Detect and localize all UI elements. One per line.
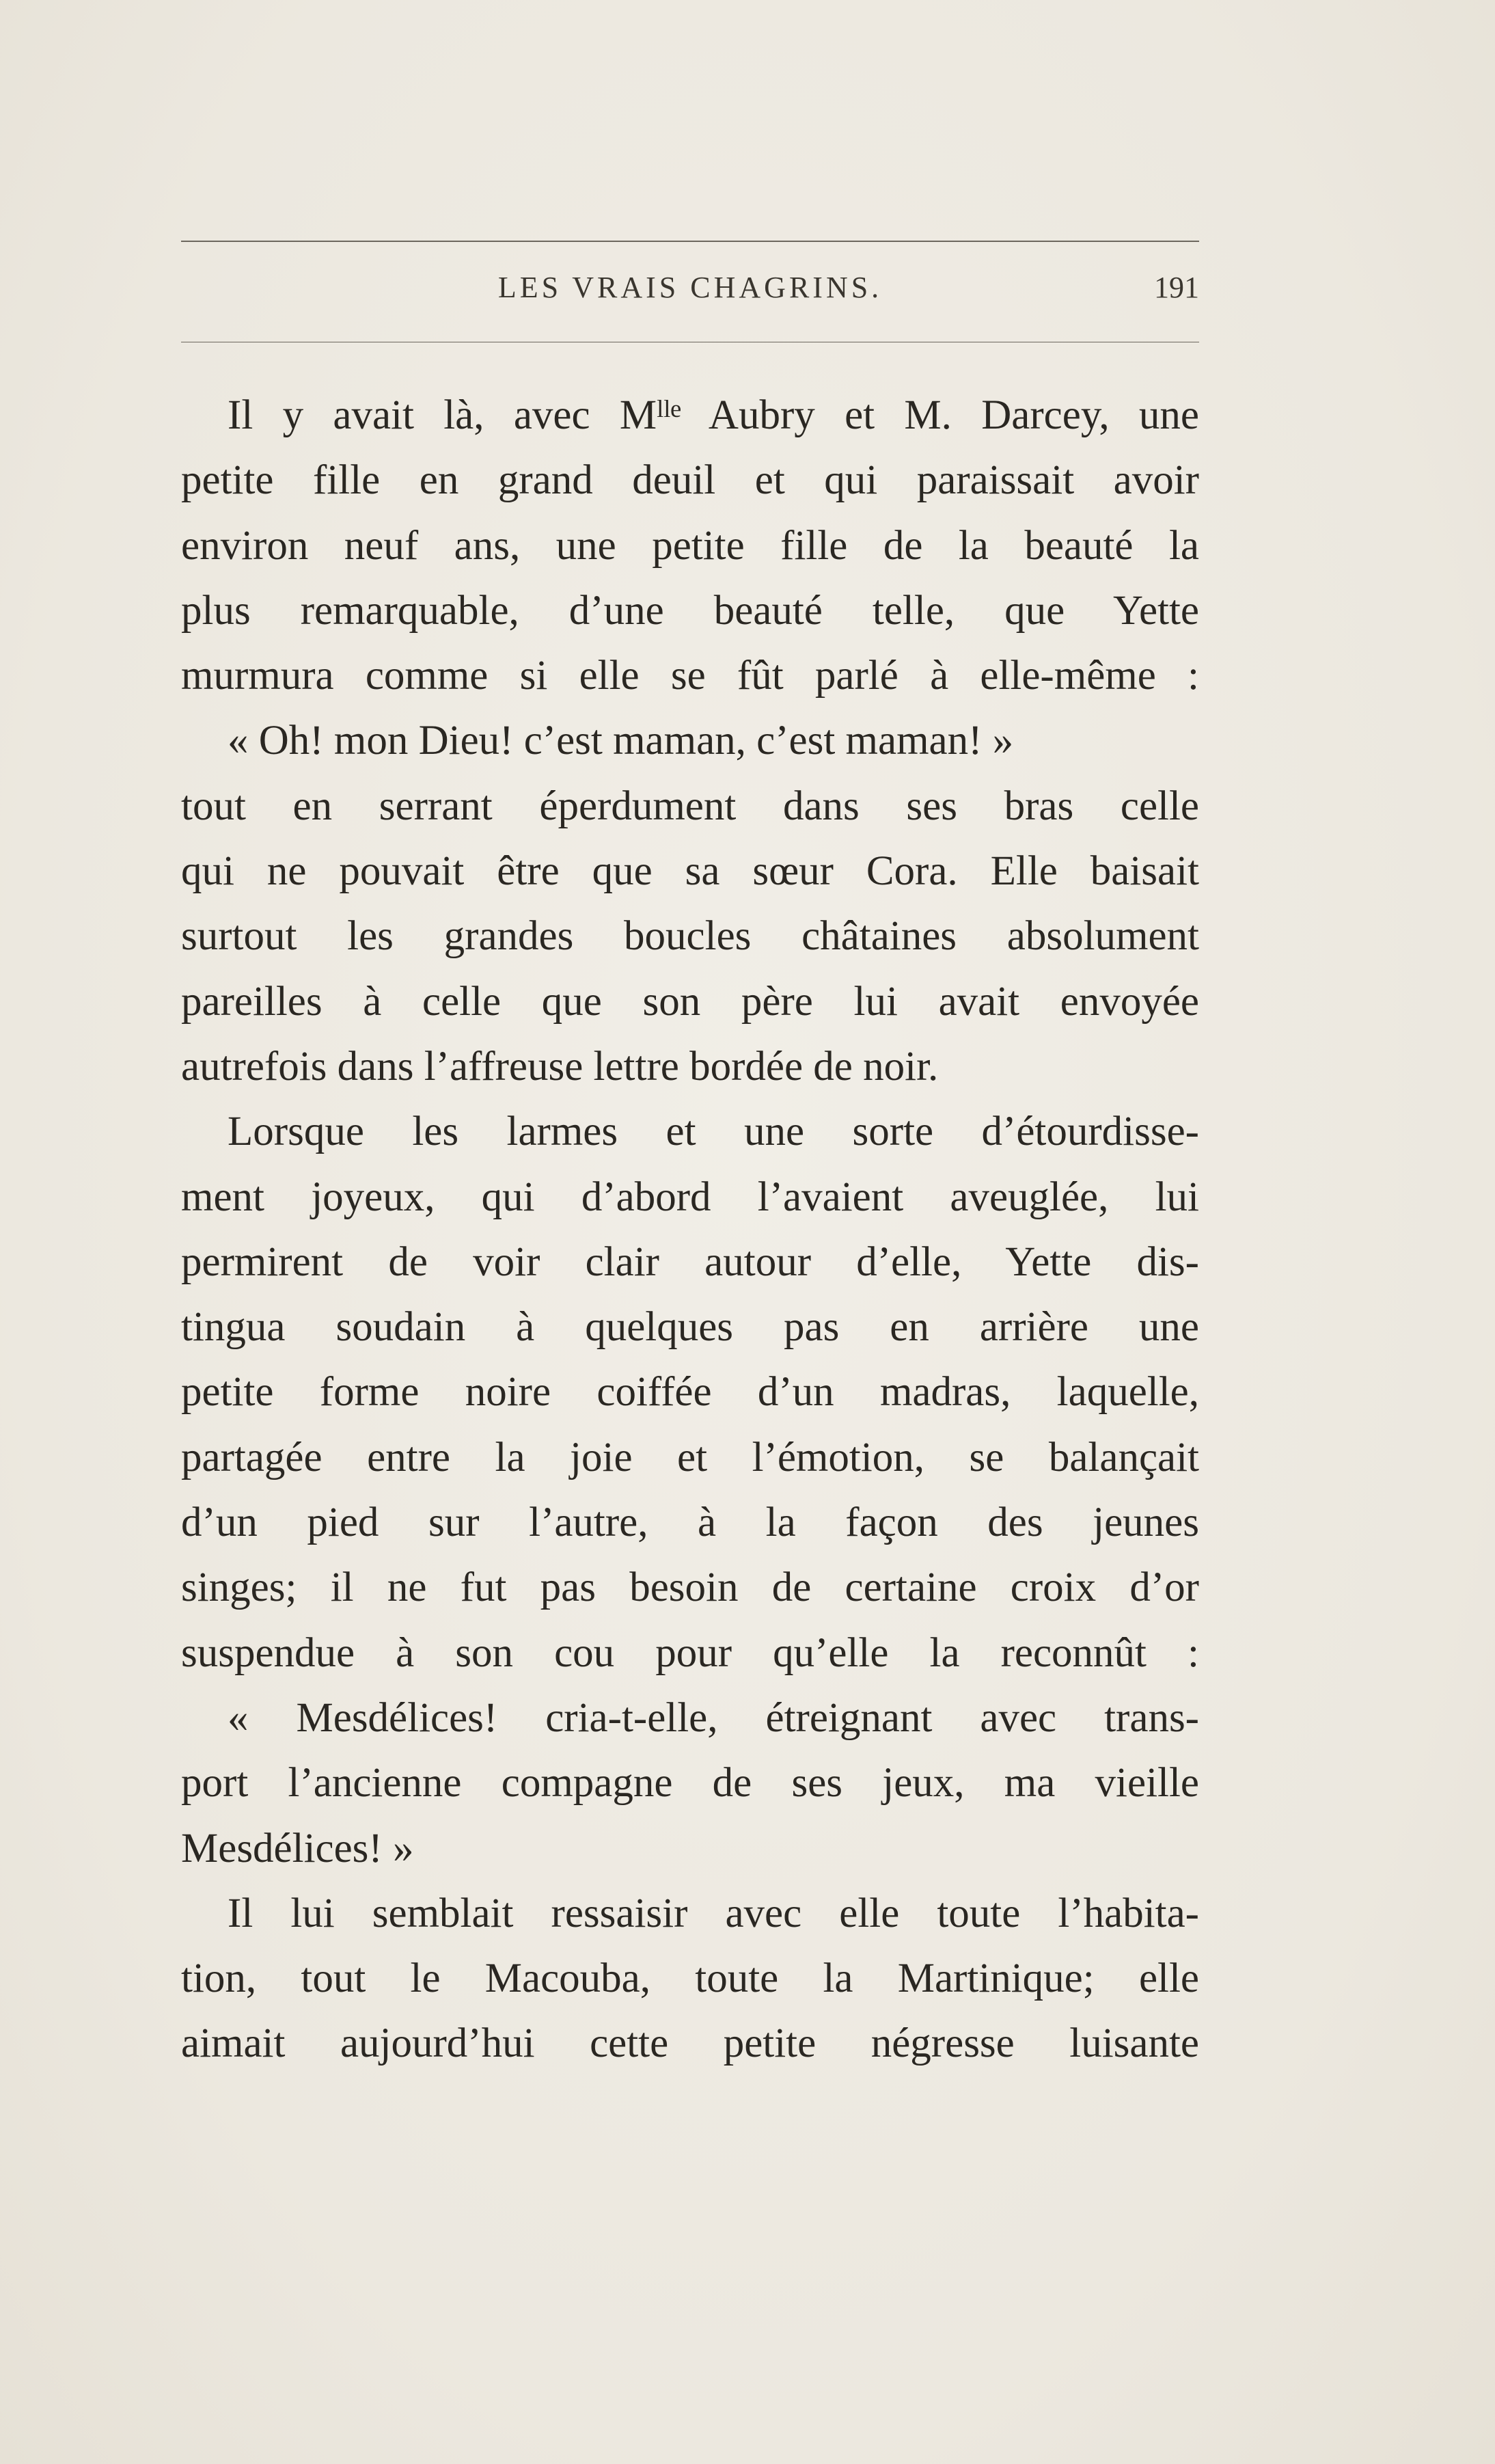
- text-line: port l’ancienne compagne de ses jeux, ma vieille: [181, 1760, 1199, 1806]
- text-line: « Mesdélices! cria-t-elle, étreignant avec trans-: [228, 1694, 1199, 1741]
- text-line: petite fille en grand deuil et qui paraissait avoir: [181, 457, 1199, 504]
- text-line: « Oh! mon Dieu! c’est maman, c’est maman! »: [228, 718, 1014, 764]
- text-line: Il y avait là, avec Mˡˡᵉ Aubry et M. Darcey, une: [228, 392, 1199, 438]
- text-line: murmura comme si elle se fût parlé à elle-même :: [181, 653, 1199, 699]
- text-line: Il lui semblait ressaisir avec elle toute l’habita-: [228, 1890, 1199, 1936]
- text-line: ment joyeux, qui d’abord l’avaient aveuglée, lui: [181, 1174, 1199, 1220]
- text-line: singes; il ne fut pas besoin de certaine croix d’or: [181, 1565, 1199, 1611]
- text-line: autrefois dans l’affreuse lettre bordée de noir.: [181, 1043, 939, 1089]
- text-line: pareilles à celle que son père lui avait envoyée: [181, 978, 1199, 1025]
- text-line: tion, tout le Macouba, toute la Martinique; elle: [181, 1955, 1199, 2002]
- text-line: surtout les grandes boucles châtaines absolument: [181, 913, 1199, 960]
- text-line: aimait aujourd’hui cette petite négresse luisante: [181, 2020, 1199, 2067]
- text-line: qui ne pouvait être que sa sœur Cora. Elle baisait: [181, 848, 1199, 895]
- text-line: Lorsque les larmes et une sorte d’étourdisse-: [228, 1109, 1199, 1155]
- text-line: suspendue à son cou pour qu’elle la reconnût :: [181, 1629, 1199, 1676]
- text-line: tout en serrant éperdument dans ses bras celle: [181, 783, 1199, 829]
- text-line: permirent de voir clair autour d’elle, Yette dis-: [181, 1238, 1199, 1285]
- text-line: d’un pied sur l’autre, à la façon des jeunes: [181, 1500, 1199, 1546]
- running-title: LES VRAIS CHAGRINS.: [497, 271, 883, 304]
- text-line: Mesdélices! »: [181, 1825, 414, 1871]
- running-head: [181, 270, 1199, 318]
- body-text: [181, 383, 1199, 2076]
- text-line: partagée entre la joie et l’émotion, se balançait: [181, 1434, 1199, 1480]
- text-line: petite forme noire coiffée d’un madras, laquelle,: [181, 1369, 1199, 1416]
- text-line: environ neuf ans, une petite fille de la beauté la: [181, 522, 1199, 569]
- page-number: 191: [1154, 271, 1199, 304]
- text-line: tingua soudain à quelques pas en arrière une: [181, 1304, 1199, 1351]
- text-line: plus remarquable, d’une beauté telle, que Yette: [181, 587, 1199, 634]
- header-rule-top: [181, 241, 1199, 242]
